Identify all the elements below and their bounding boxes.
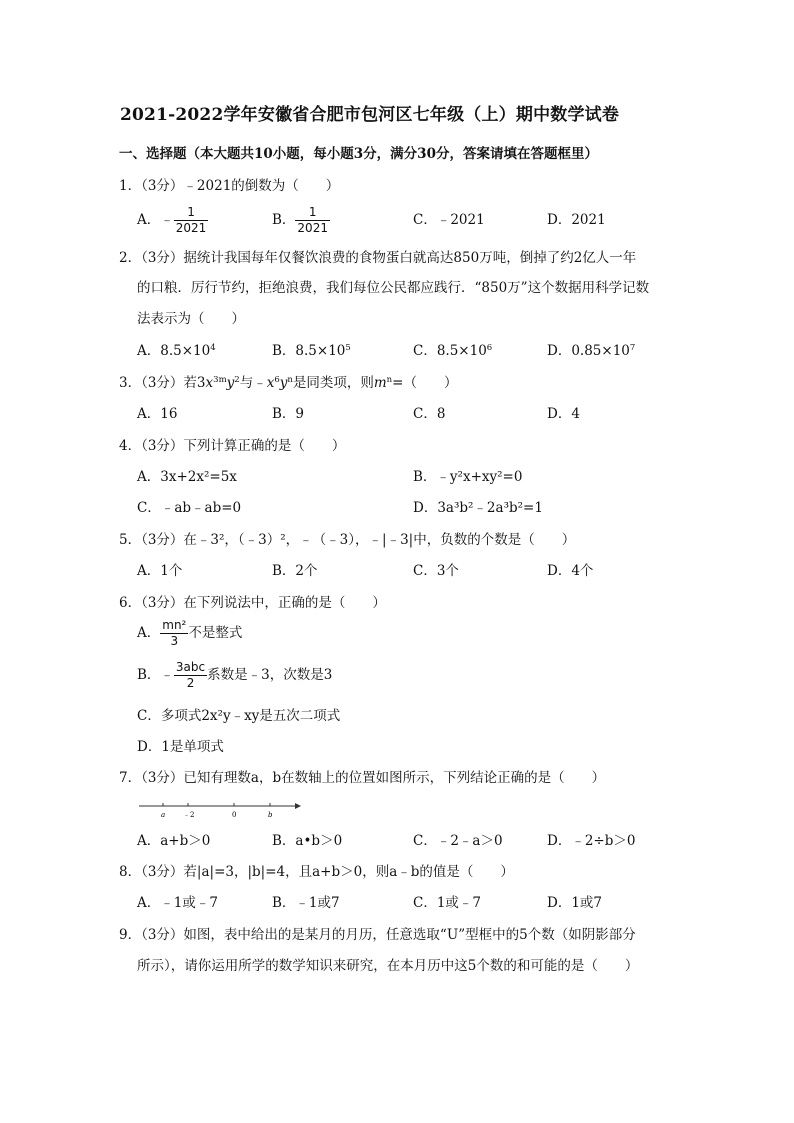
question-1-stem: 1．（3分）﹣2021的倒数为（ ） [119, 178, 340, 194]
q7-option-a[interactable]: A．a+b＞0 [137, 833, 211, 849]
question-2-line-2: 的口粮．厉行节约，拒绝浪费，我们每位公民都应践行．“850万”这个数据用科学记数 [137, 280, 650, 296]
q6-option-c[interactable]: C．多项式2x²y﹣xy是五次二项式 [137, 708, 341, 724]
question-9-line-2: 所示），请你运用所学的数学知识来研究，在本月历中这5个数的和可能的是（ ） [137, 958, 639, 974]
fraction: $\frac{\text{3abc}}{2}$ [175, 660, 206, 690]
q4-option-b[interactable]: B．﹣y²x+xy²=0 [413, 469, 523, 485]
fraction: $\frac{1}{2021}$ [297, 205, 328, 235]
q5-option-d[interactable]: D．4个 [547, 563, 594, 579]
q6-option-b[interactable]: B．﹣ $\frac{\text{3abc}}{2}$ 系数是﹣3，次数是3 [137, 660, 333, 690]
q3-option-d[interactable]: D．4 [547, 406, 580, 422]
q3-option-b[interactable]: B．9 [272, 406, 305, 422]
q7-option-c[interactable]: C．﹣2﹣a＞0 [413, 833, 503, 849]
q7-option-b[interactable]: B．a•b＞0 [272, 833, 343, 849]
q8-option-d[interactable]: D．1或7 [547, 895, 603, 911]
question-2-line-1: 2．（3分）据统计我国每年仅餐饮浪费的食物蛋白就高达850万吨，倒掉了约2亿人一年 [119, 250, 637, 266]
q7-option-d[interactable]: D．﹣2÷b＞0 [547, 833, 636, 849]
q4-option-d[interactable]: D．3a³b²﹣2a³b²=1 [413, 500, 543, 516]
axis-label-zero: 0 [232, 811, 237, 819]
question-2-line-3: 法表示为（ ） [137, 311, 245, 327]
q5-option-c[interactable]: C．3个 [413, 563, 459, 579]
axis-label-neg2: ﹣2 [183, 811, 195, 819]
question-9-line-1: 9．（3分）如图，表中给出的是某月的月历，任意选取“U”型框中的5个数（如阴影部分 [119, 927, 636, 943]
page-title: 2021-2022学年安徽省合肥市包河区七年级（上）期中数学试卷 [120, 105, 620, 125]
q2-option-a[interactable]: A．$8.5\times 10^4$ [137, 343, 216, 359]
q3-option-a[interactable]: A．16 [137, 406, 178, 422]
q8-option-a[interactable]: A．﹣1或﹣7 [137, 895, 218, 911]
fraction: $\frac{\text{mn²}}{3}$ [162, 618, 187, 648]
q3-option-c[interactable]: C．8 [413, 406, 446, 422]
question-3-stem: 3．（3分）若$3x^{3m}y^2$与$﹣x^6y^n$是同类项，则$m^n=$（ ） [119, 375, 458, 391]
q2-option-d[interactable]: D．$0.85\times 10^7$ [547, 343, 636, 359]
question-7-stem: 7．（3分）已知有理数a，b在数轴上的位置如图所示，下列结论正确的是（ ） [119, 770, 606, 786]
q6-option-a[interactable]: A． $\frac{\text{mn²}}{3}$ 不是整式 [137, 618, 243, 648]
q4-option-a[interactable]: A．3x+2x²=5x [137, 469, 237, 485]
fraction: $\frac{1}{2021}$ [175, 205, 207, 235]
q5-option-a[interactable]: A．1个 [137, 563, 183, 579]
q6-option-d[interactable]: D．1是单项式 [137, 739, 224, 755]
q5-option-b[interactable]: B．2个 [272, 563, 318, 579]
question-6-stem: 6．（3分）在下列说法中，正确的是（ ） [119, 595, 386, 611]
question-8-stem: 8．（3分）若|a|=3，|b|=4，且a+b＞0，则a﹣b的值是（ ） [119, 864, 514, 880]
q4-option-c[interactable]: C．﹣ab﹣ab=0 [137, 500, 242, 516]
section-heading: 一、选择题（本大题共10小题，每小题3分，满分30分，答案请填在答题框里） [119, 146, 598, 162]
q2-option-b[interactable]: B．$8.5\times 10^5$ [272, 343, 351, 359]
q1-option-c[interactable]: C．﹣2021 [413, 212, 485, 228]
question-4-stem: 4．（3分）下列计算正确的是（ ） [119, 438, 346, 454]
q1-option-b[interactable]: B． $\frac{1}{2021}$ [272, 205, 328, 235]
axis-label-a: a [161, 811, 166, 819]
axis-label-b: b [268, 811, 273, 819]
q2-option-c[interactable]: C．$8.5\times 10^6$ [413, 343, 493, 359]
number-line-figure [137, 798, 303, 820]
q1-option-d[interactable]: D．2021 [547, 212, 606, 228]
q1-option-a[interactable]: A．﹣ $\frac{1}{2021}$ [137, 205, 207, 235]
q8-option-b[interactable]: B．﹣1或7 [272, 895, 340, 911]
q8-option-c[interactable]: C．1或﹣7 [413, 895, 482, 911]
question-5-stem: 5．（3分）在﹣3²，（﹣3）²，﹣（﹣3），﹣|﹣3|中，负数的个数是（ ） [119, 532, 576, 548]
